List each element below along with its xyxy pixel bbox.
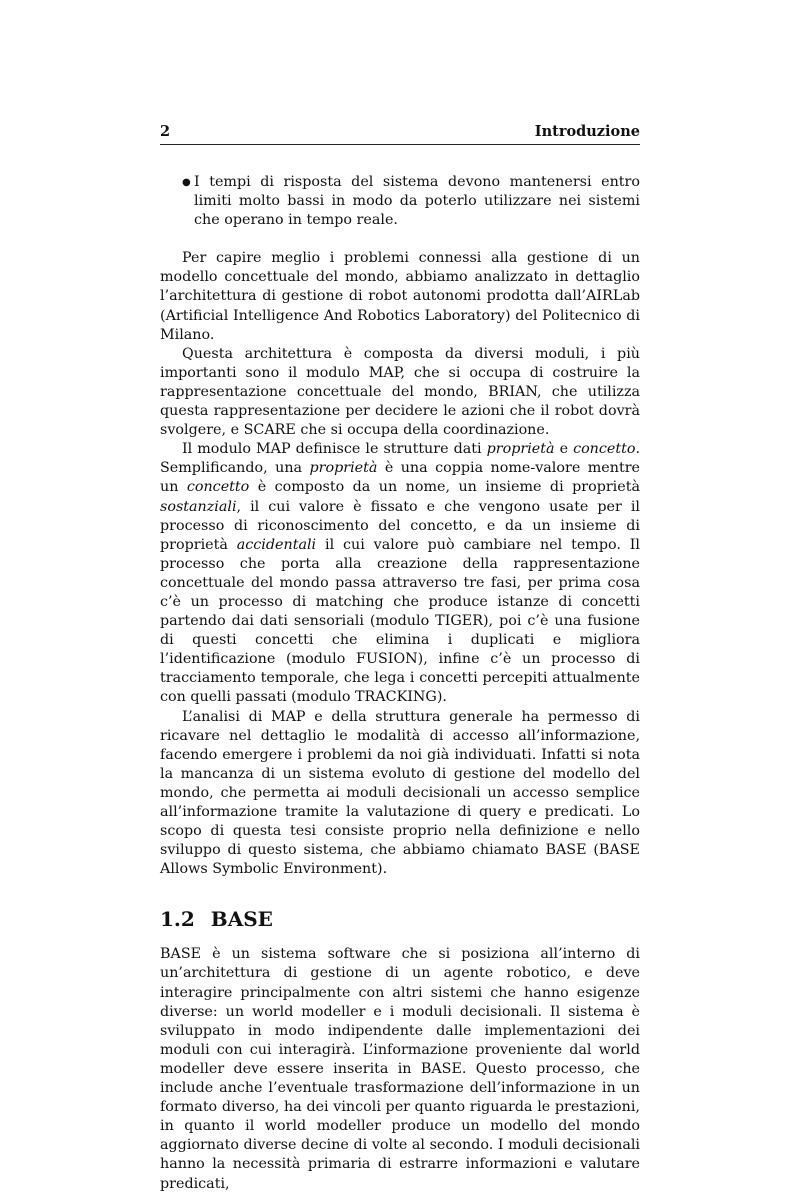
emphasis: concetto (573, 441, 636, 458)
text-run: è una coppia nome-valore mentre un (160, 460, 640, 496)
paragraph-2: Questa architettura è composta da diversi moduli, i più importanti sono il modulo MAP, che si occupa di costruire la rappresentazione concettuale del mondo, BRIAN, che utilizza questa rappresentazione per decidere le azioni che il robot dovrà svolgere, e SCARE che si occupa della coordinazione. (160, 345, 640, 439)
text-run: Il modulo MAP definisce le strutture dati (182, 441, 487, 458)
emphasis: sostanziali (160, 498, 237, 515)
page (160, 122, 640, 1194)
text-run: il cui valore può cambiare nel tempo. Il processo che porta alla creazione della rappresentazione concettuale del mondo passa attraverso tre fasi, per prima cosa c’è un processo di matching che produce istanze di concetti partendo dai dati sensoriali (modulo TIGER), poi c’è una fusione di questi concetti che elimina i duplicati e migliora l’identificazione (modulo FUSION), infine c’è un processo di tracciamento temporale, che lega i concetti percepiti attualmente con quelli passati (modulo TRACKING). (160, 536, 640, 706)
bullet-icon: ● (182, 177, 191, 188)
text-run: e (554, 441, 574, 458)
emphasis: proprietà (309, 460, 378, 477)
running-header (160, 122, 640, 145)
section-heading (160, 906, 640, 932)
emphasis: accidentali (236, 536, 317, 553)
paragraph-1: Per capire meglio i problemi connessi alla gestione di un modello concettuale del mondo, abbiamo analizzato in dettaglio l’architettura di gestione di robot autonomi prodotta dall’AIRLab (Artificial Intelligence And Robotics Laboratory) del Politecnico di Milano. (160, 250, 640, 343)
paragraph-3 (160, 440, 640, 707)
paragraph-4: L’analisi di MAP e della struttura generale ha permesso di ricavare nel dettaglio le modalità di accesso all’informazione, facendo emergere i problemi da noi già individuati. Infatti si nota la mancanza di un sistema evoluto di gestione del modello del mondo, che permetta ai moduli decisionali un accesso semplice all’informazione tramite la valutazione di query e predicati. Lo scopo di questa tesi consiste proprio nella definizione e nello sviluppo di questo sistema, che abbiamo chiamato BASE (BASE Allows Symbolic Environment). (160, 708, 640, 878)
text-run: , il cui valore è fissato e che vengono usate per il processo di riconoscimento del concetto, e da un insieme di proprietà (160, 498, 640, 553)
text-run: è composto da un nome, un insieme di proprietà (249, 479, 640, 496)
section-number: 1.2 (160, 907, 195, 932)
bullet-text: I tempi di risposta del sistema devono mantenersi entro limiti molto bassi in modo da poterlo utilizzare nei sistemi che operano in tempo reale. (194, 174, 640, 229)
running-title: Introduzione (534, 123, 640, 140)
paragraph-5: BASE è un sistema software che si posiziona all’interno di un’architettura di gestione di un agente robotico, e deve interagire principalmente con altri sistemi che hanno esigenze diverse: un world modeller e i moduli decisionali. Il sistema è sviluppato in modo indipendente dalle implementazioni dei moduli con cui interagirà. L’informazione proveniente dal world modeller deve essere inserita in BASE. Questo processo, che include anche l’eventuale trasformazione dell’informazione in un formato diverso, ha dei vincoli per quanto riguarda le prestazioni, in quanto il world modeller produce un modello del mondo aggiornato diverse decine di volte al secondo. I moduli decisionali hanno la necessità primaria di estrarre informazioni e valutare predicati, (160, 946, 640, 1192)
emphasis: proprietà (486, 441, 555, 458)
page-number: 2 (160, 123, 171, 140)
section-title: BASE (210, 907, 273, 932)
emphasis: concetto (186, 479, 250, 496)
text-run: . Semplificando, una (160, 441, 640, 477)
bullet-item (182, 173, 640, 230)
